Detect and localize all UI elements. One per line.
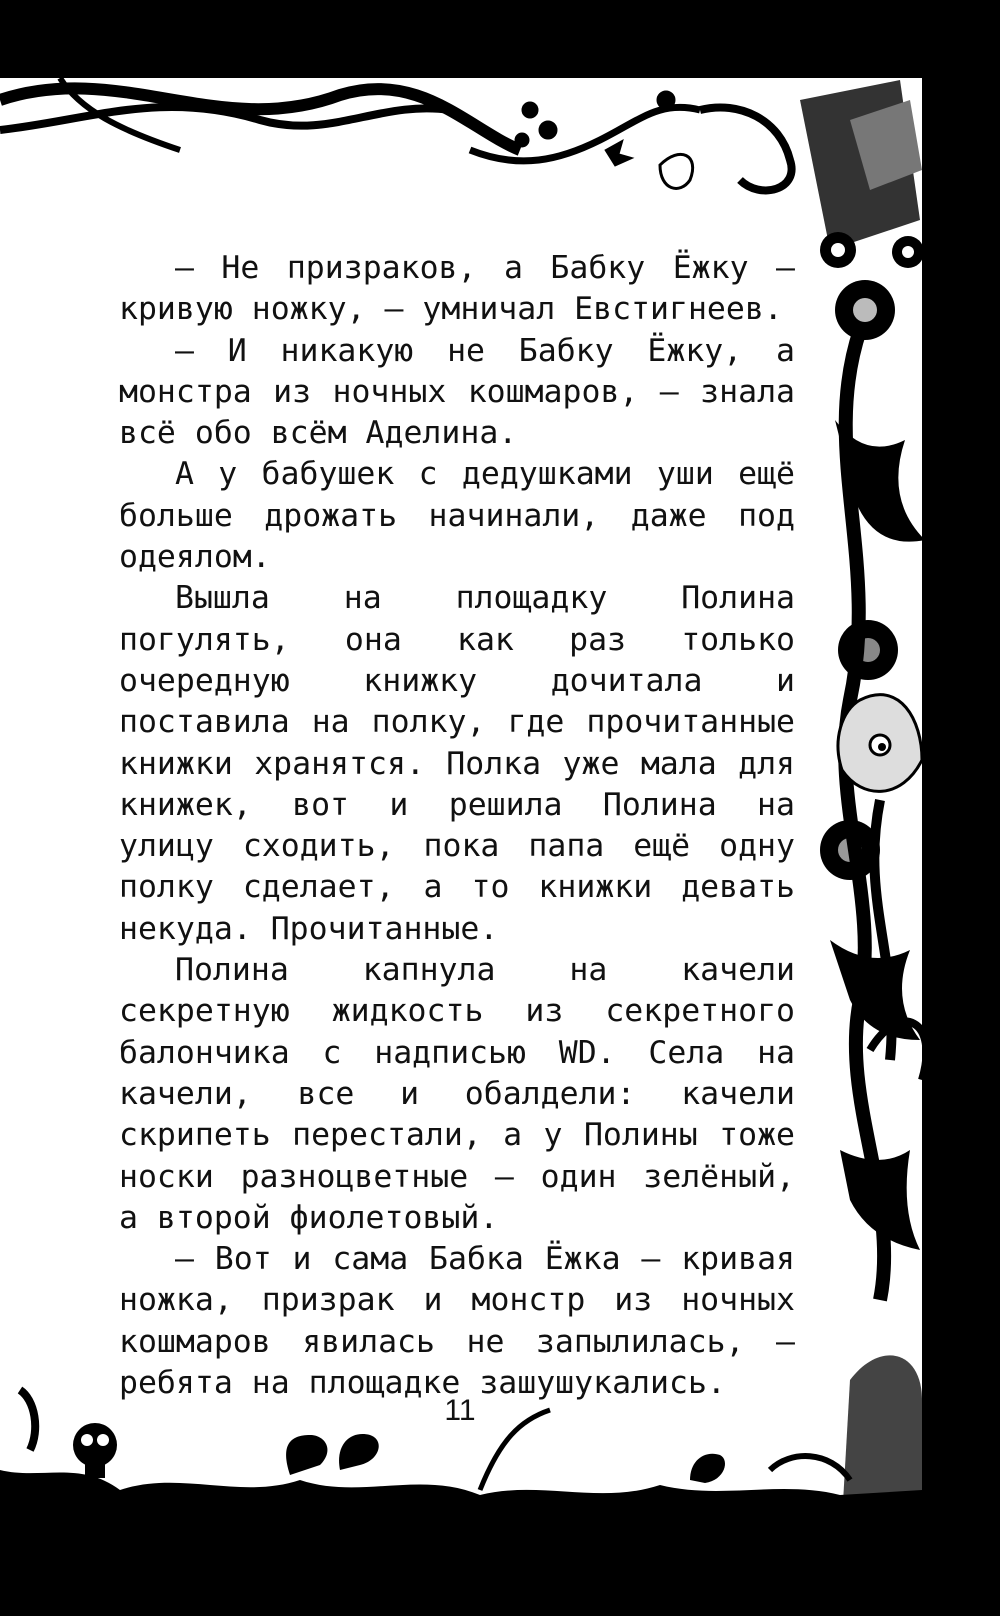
text-block: [119, 248, 795, 1404]
paragraph: А у бабушек с дедушками уши ещё больше дрожать начинали, даже под одеялом.: [119, 456, 795, 576]
page-number: 11: [444, 1394, 476, 1427]
paragraph: Полина капнула на качели секретную жидкость из секретного балончика с надписью WD. Села на качели, все и обалдели: качели скрипеть перестали, а у Полины тоже носки разноцветные — один зелёный, а второй фиолетовый.: [119, 952, 795, 1236]
paragraph: — Не призраков, а Бабку Ёжку — кривую ножку, — умничал Евстигнеев.: [119, 250, 795, 328]
paragraph: — И никакую не Бабку Ёжку, а монстра из ночных кошмаров, — знала всё обо всём Аделина.: [119, 332, 795, 452]
black-border: [922, 0, 1000, 1616]
paragraph: Вышла на площадку Полина погулять, она как раз только очередную книжку дочитала и поставила на полку, где прочитанные книжки хранятся. Полка уже мала для книжек, вот и решила Полина на улицу сходить, пока папа ещё одну полку сделает, а то книжки девать некуда. Прочитанные.: [119, 580, 795, 947]
paragraph: — Вот и сама Бабка Ёжка — кривая ножка, призрак и монстр из ночных кошмаров явилась не запылилась, — ребята на площадке зашушукались.: [119, 1241, 795, 1402]
